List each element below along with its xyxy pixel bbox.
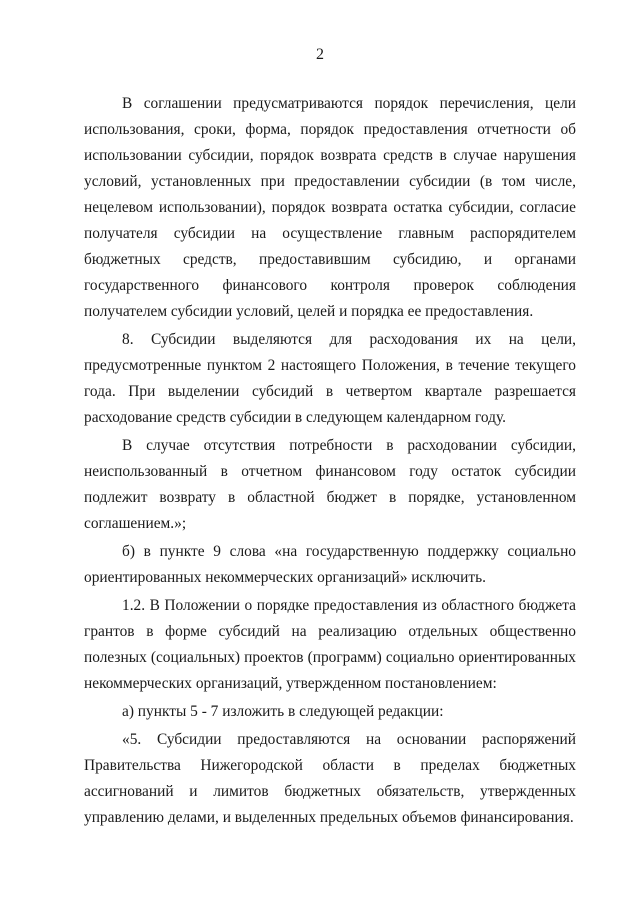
- paragraph-1-2-regulation: 1.2. В Положении о порядке предоставления из областного бюджета грантов в форме субсидий на реализацию отдельных общественно полезных (социальных) проектов (программ) социально ориентированных некоммерческих организаций, утвержденном постановлением:: [84, 597, 576, 692]
- paragraph-items-5-7-intro: а) пункты 5 - 7 изложить в следующей редакции:: [122, 703, 444, 720]
- paragraph-item-8: 8. Субсидии выделяются для расходования их на цели, предусмотренные пунктом 2 настоящего Положения, в течение текущего года. При выделении субсидий в четвертом квартале разрешается расходование средств субсидии в следующем календарном году.: [84, 331, 576, 426]
- page-number: 2: [316, 46, 324, 63]
- document-body: [84, 91, 576, 833]
- paragraph-agreement-terms: В соглашении предусматриваются порядок перечисления, цели использования, сроки, форма, порядок предоставления отчетности об использовании субсидии, порядок возврата средств в случае нарушения условий, установленных при предоставлении субсидии (в том числе, нецелевом использовании), порядок возврата остатка субсидии, согласие получателя субсидии на осуществление главным распорядителем бюджетных средств, предоставившим субсидию, и органами государственного финансового контроля проверок соблюдения получателем субсидии условий, целей и порядка ее предоставления.: [84, 95, 576, 320]
- paragraph-unused-subsidy: В случае отсутствия потребности в расходовании субсидии, неиспользованный в отчетном финансовом году остаток субсидии подлежит возврату в областной бюджет в порядке, установленном соглашением.»;: [84, 437, 576, 532]
- paragraph-item-5-new: «5. Субсидии предоставляются на основании распоряжений Правительства Нижегородской области в пределах бюджетных ассигнований и лимитов бюджетных обязательств, утвержденных управлению делами, и выделенных предельных объемов финансирования.: [84, 731, 576, 826]
- paragraph-item-9-amendment: б) в пункте 9 слова «на государственную поддержку социально ориентированных некоммерческих организаций» исключить.: [84, 543, 576, 586]
